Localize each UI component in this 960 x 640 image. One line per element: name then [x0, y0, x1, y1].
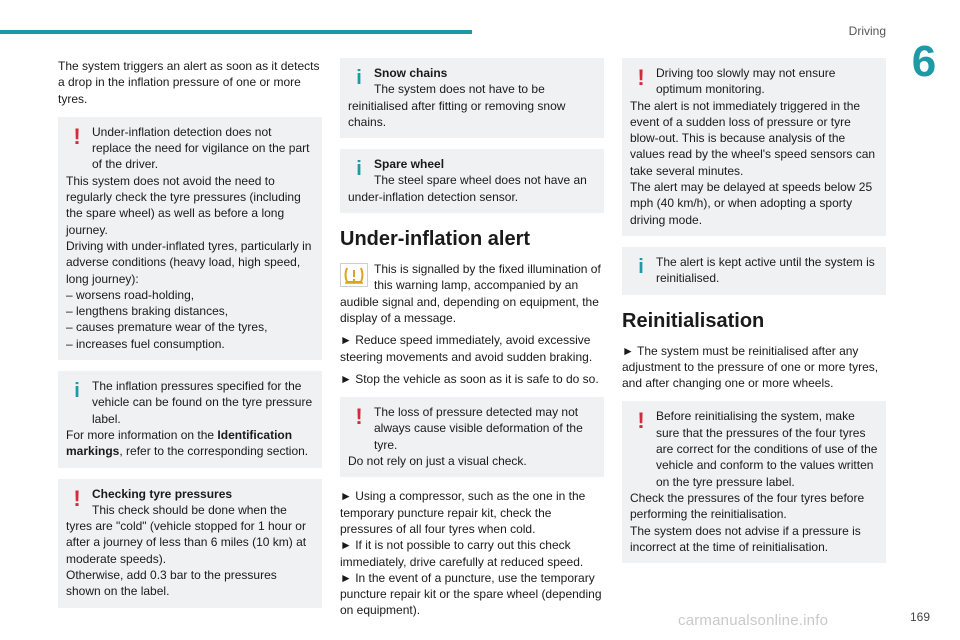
tyre-pressure-warning-lamp-icon	[340, 263, 368, 287]
warning-text: The system does not advise if a pressure is incorrect at the time of reinitialisation.	[630, 523, 861, 554]
alert-description-text: This is signalled by the fixed illumination of this warning lamp, accompanied by an audible signal and, depending on equipment, the display of a message.	[340, 262, 601, 325]
warning-box-visual-check	[340, 397, 604, 477]
column-2	[340, 58, 604, 625]
info-box-inflation-pressures	[58, 371, 322, 467]
info-title: Spare wheel	[374, 157, 445, 172]
heading-reinitialisation: Reinitialisation	[622, 309, 765, 332]
info-text-part: , refer to the corresponding section.	[119, 444, 309, 459]
warning-text: The alert is not immediately triggered in the event of a sudden loss of pressure or tyre blow-out. This is because analysis of the values read by the wheel's speed sensors can take several minutes.	[630, 98, 876, 178]
intro-paragraph: The system triggers an alert as soon as it detects a drop in the inflation pressure of one or more tyres.	[58, 59, 320, 106]
info-text: The steel spare wheel does not have an under-inflation detection sensor.	[348, 173, 587, 204]
column-3	[622, 58, 886, 574]
header-accent-bar	[0, 30, 472, 34]
info-text	[66, 427, 314, 460]
warning-icon: !	[73, 485, 81, 511]
instruction-puncture: ► In the event of a puncture, use the temporary puncture repair kit or the spare wheel (depending on equipment).	[340, 570, 602, 618]
info-box-snow-chains	[340, 58, 604, 138]
identification-markings-reference: Identification markings	[66, 427, 293, 459]
warning-list-item: – causes premature wear of the tyres,	[66, 320, 268, 335]
warning-text: Check the pressures of the four tyres before performing the reinitialisation.	[630, 490, 865, 522]
warning-list-item: – increases fuel consumption.	[66, 336, 225, 351]
warning-text: Do not rely on just a visual check.	[348, 454, 527, 469]
warning-icon: !	[73, 123, 81, 149]
warning-text: Driving too slowly may not ensure optimum monitoring.	[656, 66, 836, 97]
warning-box-driving-slowly	[622, 58, 886, 236]
instruction-drive-carefully: ► If it is not possible to carry out this check immediately, drive carefully at reduced speed.	[340, 538, 584, 569]
warning-icon: !	[355, 404, 363, 430]
info-box-spare-wheel	[340, 149, 604, 213]
instruction-reinitialise: ► The system must be reinitialised after any adjustment to the pressure of one or more tyres, and after changing one or more wheels.	[622, 343, 879, 391]
warning-icon: !	[637, 408, 645, 434]
warning-text: Driving with under-inflated tyres, particularly in adverse conditions (heavy load, high speed, long journey):	[66, 238, 312, 286]
warning-text: Under-inflation detection does not replace the need for vigilance on the part of the driver.	[92, 124, 310, 172]
column-1	[58, 58, 322, 619]
info-text: The inflation pressures specified for the vehicle can be found on the tyre pressure label.	[92, 379, 313, 426]
watermark: carmanualsonline.info	[678, 612, 829, 629]
info-icon: i	[356, 158, 362, 181]
alert-description	[340, 261, 604, 326]
warning-text: This system does not avoid the need to regularly check the tyre pressures (including the spare wheel) as well as before a long journey.	[66, 173, 301, 237]
warning-box-checking-pressures	[58, 479, 322, 608]
instruction-stop-vehicle: ► Stop the vehicle as soon as it is safe to do so.	[340, 371, 599, 386]
heading-under-inflation-alert: Under-inflation alert	[340, 228, 531, 251]
info-text-part: For more information on the	[66, 427, 218, 442]
warning-box-before-reinitialising	[622, 401, 886, 563]
warning-list-item: – lengthens braking distances,	[66, 304, 229, 319]
info-icon: i	[74, 380, 80, 403]
warning-text: This check should be done when the tyres are "cold" (vehicle stopped for 1 hour or after a journey of less than 6 miles (10 km) at moderate speeds).	[66, 502, 307, 566]
section-title: Driving	[848, 24, 886, 38]
instruction-compressor: ► Using a compressor, such as the one in the temporary puncture repair kit, check the pressures of all four tyres when cold.	[340, 489, 586, 536]
instruction-reduce-speed: ► Reduce speed immediately, avoid excessive steering movements and avoid sudden braking.	[340, 333, 593, 364]
info-icon: i	[356, 67, 362, 89]
info-text: The alert is kept active until the system is reinitialised.	[656, 254, 875, 286]
info-icon: i	[638, 255, 644, 278]
warning-text: The alert may be delayed at speeds below 25 mph (40 km/h), or when adopting a sporty driving mode.	[630, 180, 873, 227]
info-title: Snow chains	[374, 66, 448, 80]
info-box-alert-active	[622, 247, 886, 295]
info-text: The system does not have to be reinitialised after fitting or removing snow chains.	[348, 82, 566, 129]
warning-icon: !	[637, 65, 645, 90]
warning-text: Otherwise, add 0.3 bar to the pressures shown on the label.	[66, 568, 277, 599]
page-number: 169	[909, 610, 930, 624]
warning-text: The loss of pressure detected may not always cause visible deformation of the tyre.	[374, 405, 583, 452]
warning-box-vigilance	[58, 117, 322, 360]
warning-text: Before reinitialising the system, make sure that the pressures of the four tyres are correct for the conditions of use of the vehicle and conform to the values written on the tyre pressure label.	[656, 409, 878, 489]
chapter-number: 6	[911, 37, 937, 86]
warning-title: Checking tyre pressures	[92, 486, 233, 501]
warning-list-item: – worsens road-holding,	[66, 287, 195, 302]
